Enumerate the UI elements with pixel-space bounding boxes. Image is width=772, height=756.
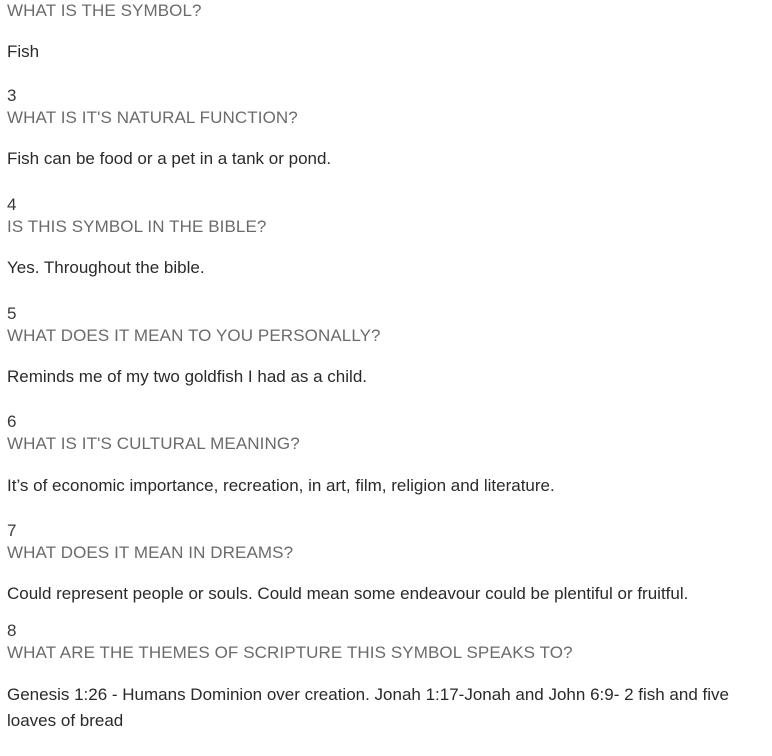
question-in-bible: IS THIS SYMBOL IN THE BIBLE? xyxy=(7,217,267,236)
qa-item xyxy=(7,620,765,730)
qa-item xyxy=(7,411,765,495)
question-scripture-themes: WHAT ARE THE THEMES OF SCRIPTURE THIS SYMBOL SPEAKS TO? xyxy=(7,643,573,662)
answer-personal-meaning: Reminds me of my two goldfish I had as a child. xyxy=(7,367,367,386)
question-symbol: WHAT IS THE SYMBOL? xyxy=(7,1,202,20)
answer-dreams-meaning: Could represent people or souls. Could mean some endeavour could be plentiful or fruitful. xyxy=(7,584,689,603)
qa-item xyxy=(7,85,765,168)
item-number: 3 xyxy=(7,86,17,105)
answer-cultural-meaning: It’s of economic importance, recreation, in art, film, religion and literature. xyxy=(7,476,555,495)
item-number: 7 xyxy=(7,521,17,540)
item-number: 5 xyxy=(7,304,17,323)
question-natural-function: WHAT IS IT'S NATURAL FUNCTION? xyxy=(7,108,298,127)
question-dreams-meaning: WHAT DOES IT MEAN IN DREAMS? xyxy=(7,543,294,562)
answer-natural-function: Fish can be food or a pet in a tank or pond. xyxy=(7,149,332,168)
qa-item xyxy=(7,0,765,61)
item-number: 4 xyxy=(7,195,17,214)
question-cultural-meaning: WHAT IS IT'S CULTURAL MEANING? xyxy=(7,434,300,453)
qa-item xyxy=(7,194,765,277)
answer-symbol: Fish xyxy=(7,42,40,61)
qa-item xyxy=(7,520,765,603)
item-number: 8 xyxy=(7,621,17,640)
question-personal-meaning: WHAT DOES IT MEAN TO YOU PERSONALLY? xyxy=(7,326,381,345)
qa-item xyxy=(7,303,765,386)
answer-in-bible: Yes. Throughout the bible. xyxy=(7,258,205,277)
answer-scripture-themes: Genesis 1:26 - Humans Dominion over creation. Jonah 1:17-Jonah and John 6:9- 2 fish and five loaves of bread xyxy=(7,685,729,730)
item-number: 6 xyxy=(7,412,17,431)
